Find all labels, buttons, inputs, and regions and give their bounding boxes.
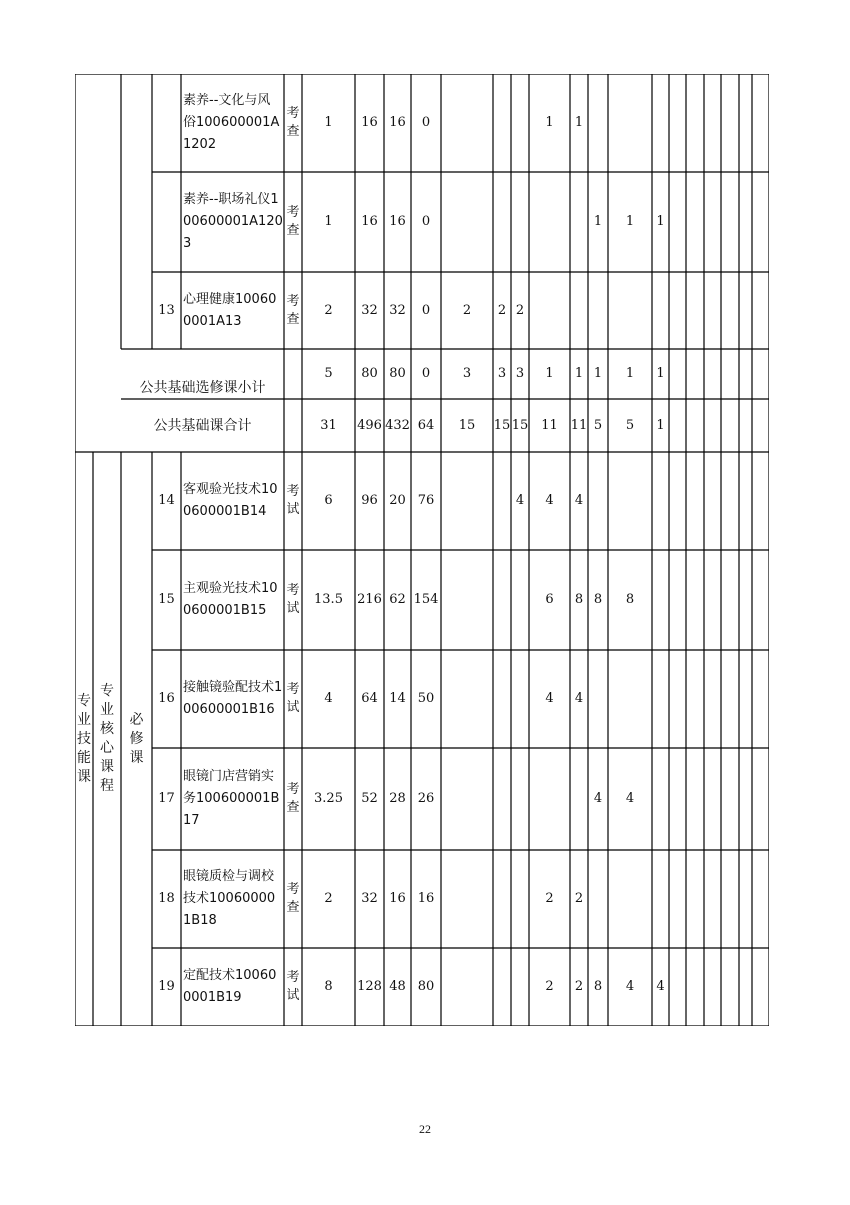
cell-semester	[493, 550, 511, 650]
grandtotal-semester: 5	[625, 417, 635, 433]
course-type-label: 必修课	[129, 711, 144, 766]
cell-semester	[441, 74, 493, 172]
cell-theory: 16	[389, 214, 406, 229]
cell-total: 32	[361, 891, 378, 906]
subtotal-semester: 3	[497, 366, 507, 381]
cell-semester	[669, 550, 686, 650]
cell-practice: 76	[417, 493, 435, 508]
cell-credit: 2	[324, 891, 333, 906]
cell-theory: 62	[389, 592, 406, 607]
cell-semester: 4	[574, 691, 584, 706]
cell-semester	[652, 74, 669, 172]
cell-semester: 6	[545, 592, 554, 607]
cell-credit: 3.25	[314, 791, 343, 806]
cell-semester: 4	[545, 493, 554, 508]
cell-semester: 2	[574, 891, 584, 906]
cell-credit: 6	[324, 493, 333, 508]
cell-semester	[608, 452, 652, 550]
cell-semester	[511, 74, 529, 172]
cell-semester	[529, 272, 570, 349]
cell-credit: 1	[324, 214, 333, 229]
course-number: 17	[158, 791, 175, 806]
cell-semester: 1	[574, 115, 584, 130]
cell-semester	[652, 748, 669, 850]
cell-semester: 8	[593, 979, 603, 994]
course-name: 眼镜门店营销实务100600001B17	[183, 769, 280, 828]
cell-semester	[669, 650, 686, 748]
module-label: 专业核心课程	[100, 683, 114, 794]
cell-semester	[570, 272, 588, 349]
cell-semester	[588, 850, 608, 948]
cell-semester: 2	[574, 979, 584, 994]
cell-total: 64	[361, 691, 378, 706]
cell-practice: 0	[421, 302, 431, 318]
cell-practice: 154	[413, 592, 439, 607]
assessment-type: 考查	[286, 782, 300, 815]
cell-practice: 0	[421, 214, 431, 229]
cell-semester	[669, 748, 686, 850]
cell-semester	[511, 172, 529, 272]
cell-theory: 14	[389, 691, 406, 706]
subtotal-credit: 5	[324, 366, 333, 381]
grandtotal-semester: 15	[511, 417, 529, 433]
cell-practice: 26	[417, 791, 435, 806]
cell-credit: 13.5	[314, 592, 343, 607]
cell-semester: 1	[545, 115, 554, 130]
cell-semester	[588, 650, 608, 748]
page-number: 22	[419, 1122, 431, 1136]
cell-semester	[669, 452, 686, 550]
cell-semester	[608, 74, 652, 172]
grandtotal-semester	[669, 399, 686, 452]
curriculum-table	[75, 74, 769, 1026]
course-name: 心理健康100600001A13	[183, 291, 277, 329]
cell-semester	[652, 452, 669, 550]
assessment-type: 考查	[286, 293, 300, 327]
subtotal-total: 80	[361, 366, 378, 381]
cell-theory: 16	[389, 891, 406, 906]
grandtotal-theory: 432	[385, 417, 410, 433]
cell-semester: 1	[656, 214, 665, 229]
cell-practice: 80	[417, 979, 435, 994]
cell-semester	[441, 948, 493, 1026]
course-name: 定配技术100600001B19	[183, 968, 277, 1005]
cell-semester	[511, 748, 529, 850]
subtotal-semester: 1	[545, 366, 554, 381]
course-name: 主观验光技术100600001B15	[183, 581, 278, 618]
cell-semester	[588, 452, 608, 550]
cell-practice: 50	[417, 691, 435, 706]
course-name: 接触镜验配技术100600001B16	[183, 680, 283, 717]
cell-semester: 2	[515, 302, 525, 318]
course-number: 13	[158, 302, 175, 318]
grandtotal-credit: 31	[320, 417, 337, 433]
grandtotal-semester: 1	[656, 417, 665, 433]
cell-semester: 1	[593, 214, 603, 229]
cell-theory: 20	[389, 493, 406, 508]
assessment-type: 考试	[286, 484, 300, 517]
cell-semester	[493, 850, 511, 948]
cell-total: 216	[357, 592, 382, 607]
grandtotal-practice: 64	[417, 417, 435, 433]
grandtotal-semester: 11	[541, 417, 558, 433]
cell-semester	[511, 850, 529, 948]
course-name: 素养--文化与风俗100600001A1202	[183, 93, 280, 152]
grandtotal-label: 公共基础课合计	[153, 417, 252, 434]
course-number: 16	[158, 691, 175, 706]
cell-semester: 8	[593, 592, 603, 607]
cell-total: 16	[361, 115, 378, 130]
cell-semester: 2	[497, 302, 507, 318]
grandtotal-semester: 15	[493, 417, 511, 433]
course-number: 15	[158, 592, 175, 607]
assessment-type: 考查	[286, 205, 300, 238]
course-number: 14	[158, 493, 175, 508]
cell-semester	[441, 850, 493, 948]
cell-semester: 8	[625, 592, 635, 607]
subtotal-semester: 1	[625, 366, 635, 381]
assessment-type: 考查	[286, 882, 300, 915]
cell-theory: 32	[389, 302, 406, 318]
subtotal-practice: 0	[421, 366, 431, 381]
cell-semester: 2	[545, 891, 554, 906]
course-number: 19	[158, 979, 175, 994]
cell-semester	[529, 172, 570, 272]
cell-semester	[608, 850, 652, 948]
cell-semester	[529, 748, 570, 850]
cell-semester: 4	[545, 691, 554, 706]
cell-total: 96	[361, 493, 378, 508]
cell-credit: 8	[324, 979, 333, 994]
cell-semester	[511, 550, 529, 650]
assessment-type: 考试	[286, 682, 300, 715]
subtotal-semester	[669, 349, 686, 399]
cell-semester	[588, 272, 608, 349]
cell-semester	[493, 650, 511, 748]
cell-theory: 48	[389, 979, 406, 994]
subtotal-semester: 3	[462, 366, 472, 381]
assessment-type: 考查	[286, 106, 300, 139]
cell-total: 128	[357, 979, 382, 994]
subtotal-theory: 80	[389, 366, 406, 381]
cell-semester: 1	[625, 214, 635, 229]
cell-semester: 2	[545, 979, 554, 994]
cell-semester	[608, 272, 652, 349]
cell-semester	[669, 850, 686, 948]
assessment-type: 考试	[286, 583, 300, 616]
subtotal-semester: 1	[574, 366, 584, 381]
cell-credit: 4	[324, 691, 333, 706]
cell-semester	[570, 172, 588, 272]
cell-credit: 1	[324, 115, 333, 130]
assessment-type: 考试	[286, 970, 300, 1003]
cell-semester: 4	[656, 979, 665, 994]
cell-semester: 4	[625, 979, 635, 994]
cell-total: 32	[361, 302, 378, 318]
cell-semester	[441, 748, 493, 850]
cell-practice: 0	[421, 115, 431, 130]
cell-semester	[441, 172, 493, 272]
subtotal-semester: 1	[593, 366, 603, 381]
cell-semester	[669, 74, 686, 172]
subtotal-semester: 3	[515, 366, 525, 381]
cell-credit: 2	[324, 302, 333, 318]
category-label: 专业技能课	[77, 692, 91, 785]
cell-theory: 28	[389, 791, 406, 806]
cell-semester	[493, 748, 511, 850]
cell-semester	[652, 650, 669, 748]
cell-semester	[441, 452, 493, 550]
grandtotal-semester: 11	[570, 417, 588, 433]
cell-semester	[570, 748, 588, 850]
grandtotal-total: 496	[357, 417, 382, 433]
cell-total: 52	[361, 791, 378, 806]
grandtotal-semester: 15	[458, 417, 476, 433]
cell-semester	[652, 850, 669, 948]
cell-semester	[493, 74, 511, 172]
cell-semester: 4	[574, 493, 584, 508]
cell-semester	[669, 948, 686, 1026]
cell-semester	[608, 650, 652, 748]
cell-semester	[588, 74, 608, 172]
cell-semester: 4	[593, 791, 603, 806]
subtotal-label: 公共基础选修课小计	[139, 380, 266, 396]
cell-semester	[669, 172, 686, 272]
cell-semester	[493, 172, 511, 272]
cell-semester	[511, 650, 529, 748]
course-name: 素养--职场礼仪100600001A1203	[183, 192, 283, 251]
cell-practice: 16	[417, 891, 435, 906]
cell-theory: 16	[389, 115, 406, 130]
cell-semester: 4	[625, 791, 635, 806]
grandtotal-semester: 5	[593, 417, 603, 433]
cell-semester	[652, 550, 669, 650]
cell-semester	[441, 650, 493, 748]
cell-semester: 4	[515, 493, 525, 508]
cell-semester	[669, 272, 686, 349]
cell-total: 16	[361, 214, 378, 229]
course-name: 眼镜质检与调校技术100600001B18	[183, 869, 276, 928]
cell-semester	[493, 452, 511, 550]
cell-semester	[493, 948, 511, 1026]
subtotal-semester: 1	[656, 366, 665, 381]
cell-semester: 2	[462, 302, 472, 318]
course-number: 18	[158, 891, 175, 906]
cell-semester	[441, 550, 493, 650]
course-name: 客观验光技术100600001B14	[183, 482, 278, 519]
cell-semester	[652, 272, 669, 349]
cell-semester	[511, 948, 529, 1026]
cell-semester: 8	[574, 592, 584, 607]
